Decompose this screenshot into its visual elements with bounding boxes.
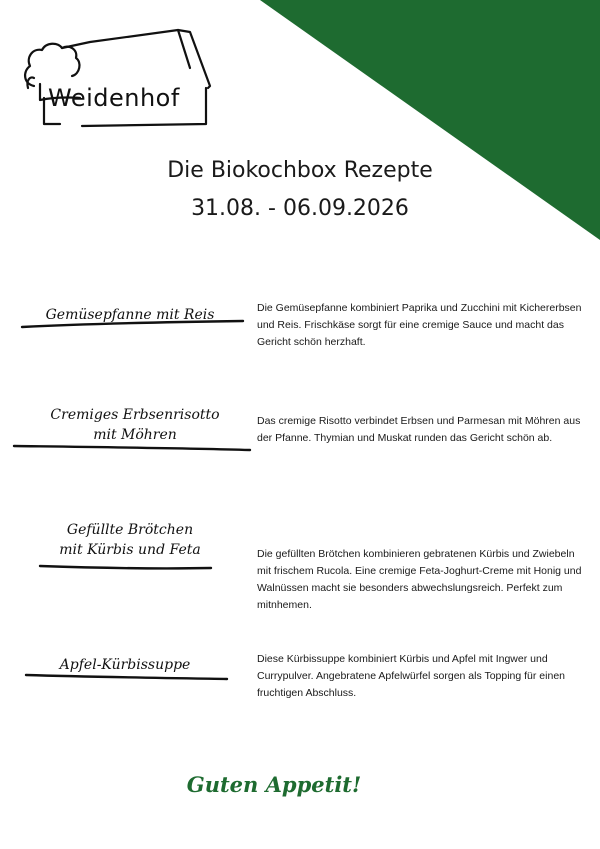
recipe-name-2 — [40, 405, 230, 445]
recipe-name-line: Gefüllte Brötchen — [66, 522, 194, 538]
recipe-description-2: Das cremige Risotto verbindet Erbsen und Parmesan mit Möhren aus der Pfanne. Thymian und Muskat runden das Gericht schön ab. — [257, 415, 581, 444]
recipe-name-line: mit Kürbis und Feta — [59, 542, 201, 558]
page-title: Die Biokochbox Rezepte — [167, 158, 433, 183]
recipe-underline-1 — [20, 318, 245, 332]
recipe-underline-2 — [12, 440, 252, 454]
recipe-description-3: Die gefüllten Brötchen kombinieren gebratenen Kürbis und Zwiebeln mit frischem Rucola. Eine cremige Feta-Joghurt-Creme mit Honig und Walnüssen macht sie besonders abwechslungsreich. Perfekt zum mitnhemen. — [257, 548, 582, 611]
recipe-description-1: Die Gemüsepfanne kombiniert Paprika und Zucchini mit Kichererbsen und Reis. Frischkäse sorgt für eine cremige Sauce und macht das Gericht schön herzhaft. — [257, 302, 582, 348]
recipe-underline-4 — [24, 670, 229, 684]
closing-greeting: Guten Appetit! — [186, 772, 362, 797]
logo-house-outline — [20, 28, 220, 128]
recipe-name-line: Apfel-Kürbissuppe — [59, 657, 191, 673]
recipe-name-line: Cremiges Erbsenrisotto — [50, 407, 220, 423]
recipe-name-3 — [40, 520, 220, 560]
recipe-name-line: Gemüsepfanne mit Reis — [45, 307, 215, 323]
date-range: 31.08. - 06.09.2026 — [191, 196, 409, 221]
recipe-name-line: mit Möhren — [93, 427, 177, 443]
logo-wordmark: Weidenhof — [48, 84, 180, 112]
recipe-description-4: Diese Kürbissuppe kombiniert Kürbis und Apfel mit Ingwer und Currypulver. Angebratene Apfelwürfel sorgen als Topping für einen fruchtigen Abschluss. — [257, 653, 566, 699]
recipe-underline-3 — [38, 560, 213, 574]
